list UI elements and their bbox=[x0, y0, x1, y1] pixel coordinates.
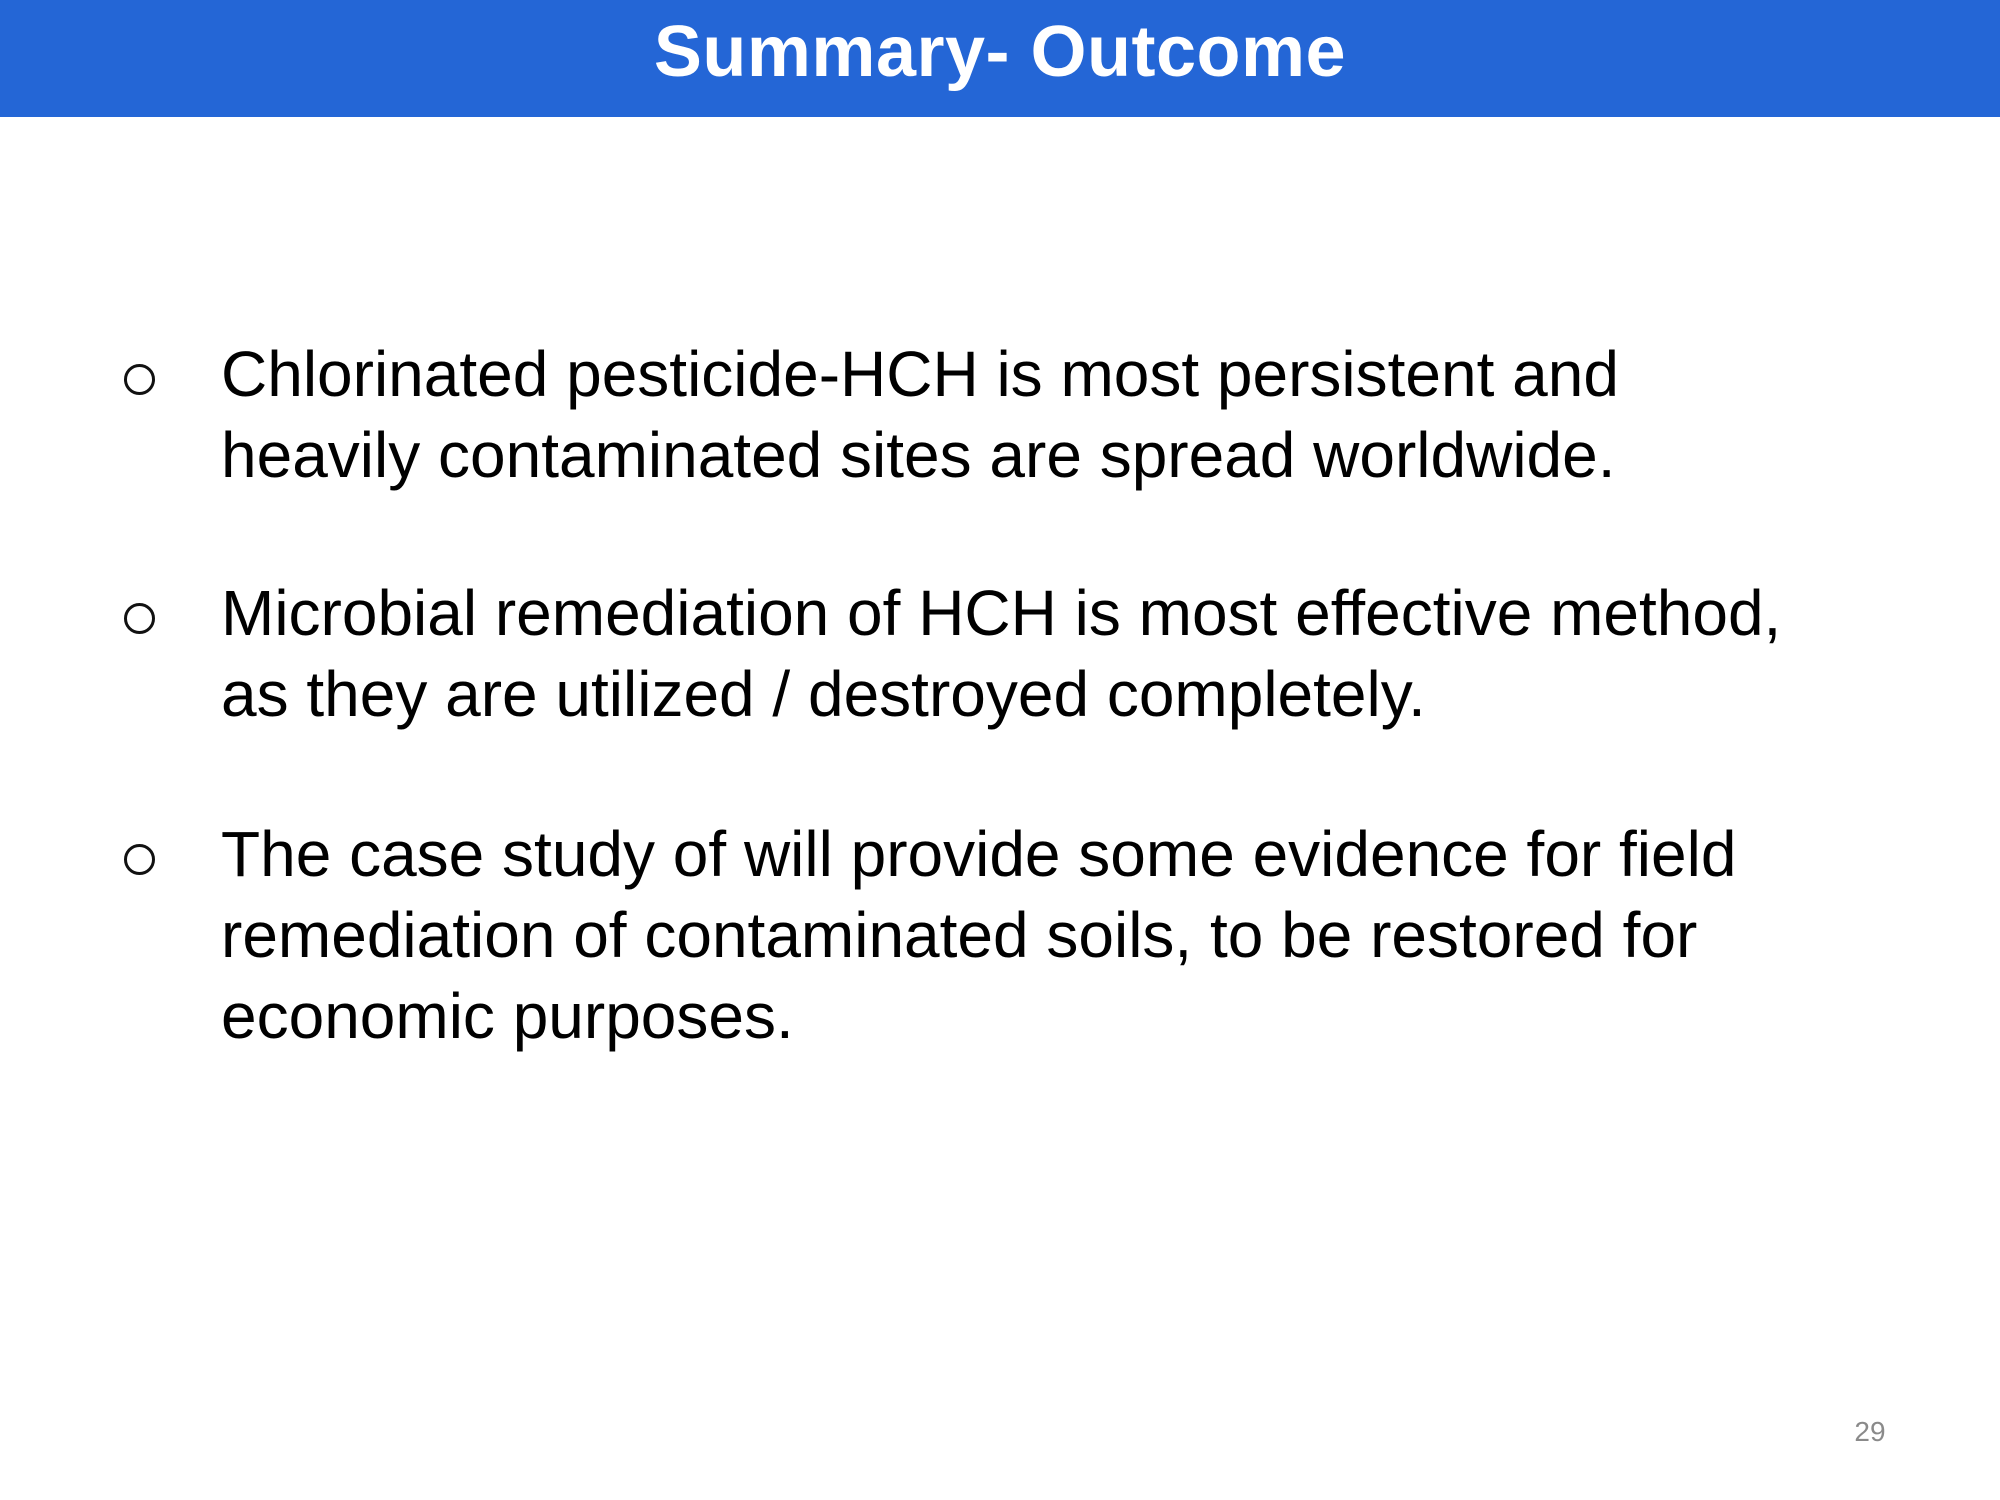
bullet-3-line-2: remediation of contaminated soils, to be restored for bbox=[221, 899, 1698, 971]
bullet-3-line-1: The case study of will provide some evidence for field bbox=[221, 818, 1737, 890]
bullet-1-line-1: Chlorinated pesticide-HCH is most persistent and bbox=[221, 338, 1619, 410]
bullet-2-line-2: as they are utilized / destroyed completely. bbox=[221, 658, 1426, 730]
slide-title: Summary- Outcome bbox=[653, 12, 1347, 92]
bullet-text-3 bbox=[221, 814, 1871, 1057]
bullet-2-line-1: Microbial remediation of HCH is most effective method, bbox=[221, 577, 1782, 649]
hollow-circle-bullet-icon bbox=[124, 603, 155, 634]
hollow-circle-bullet-icon bbox=[124, 364, 155, 395]
bullet-1-line-2: heavily contaminated sites are spread worldwide. bbox=[221, 419, 1616, 491]
hollow-circle-bullet-icon bbox=[124, 844, 155, 875]
page-number: 29 bbox=[1854, 1416, 1886, 1447]
bullet-text-1 bbox=[221, 334, 1871, 496]
bullet-3-line-3: economic purposes. bbox=[221, 980, 794, 1052]
bullet-text-2 bbox=[221, 573, 1871, 735]
